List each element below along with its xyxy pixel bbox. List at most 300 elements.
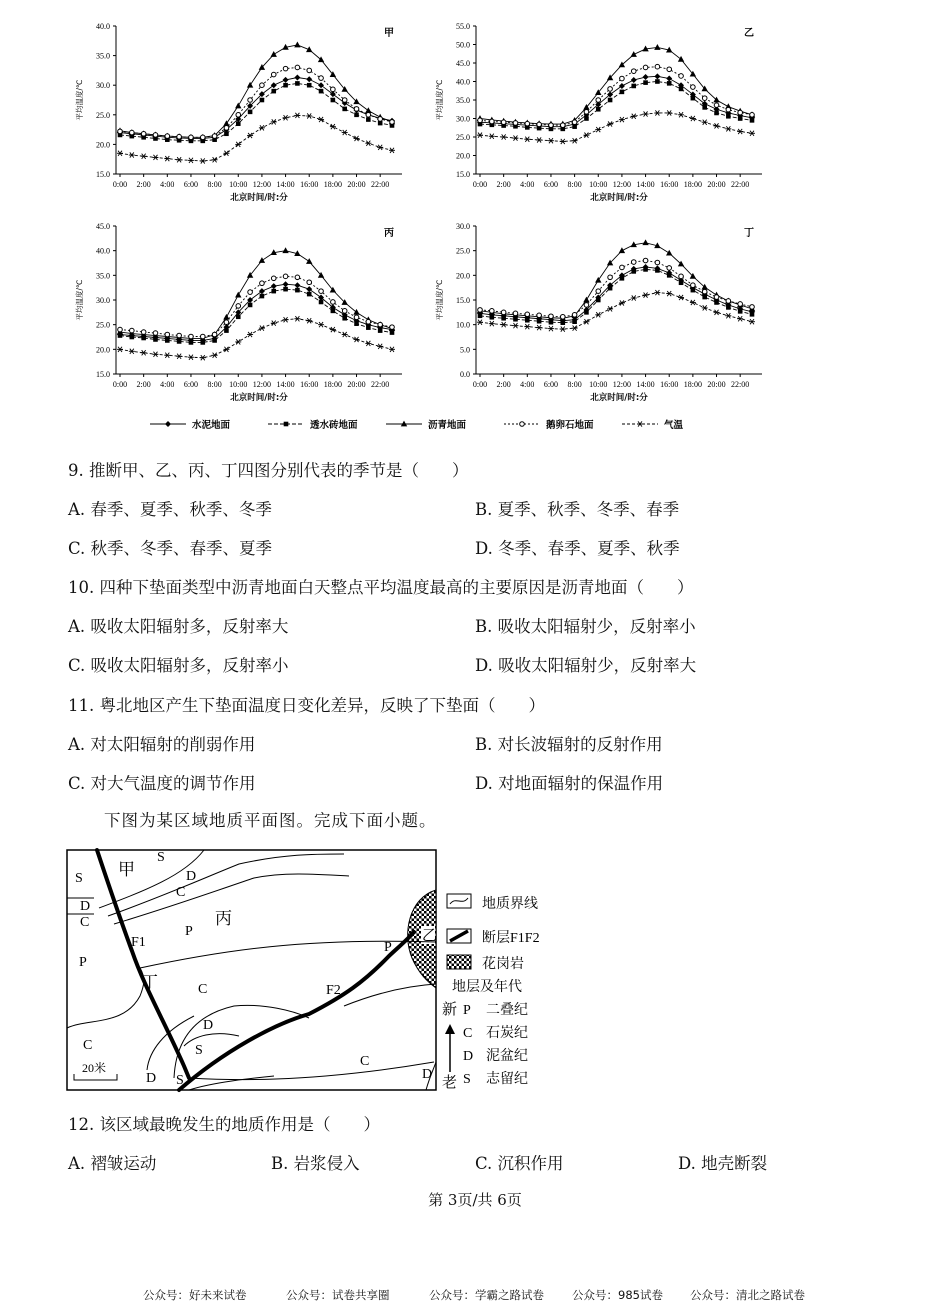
series-line <box>480 293 752 330</box>
data-point <box>260 281 265 286</box>
map-intro: 下图为某区域地质平面图。完成下面小题。 <box>104 811 437 830</box>
data-point <box>177 134 182 139</box>
chart-bing <box>72 214 432 412</box>
data-point <box>608 286 613 291</box>
data-point <box>560 314 565 319</box>
data-point <box>595 127 601 132</box>
data-point <box>549 314 554 319</box>
x-tick-label: 20:00 <box>707 180 726 189</box>
data-point <box>365 341 371 346</box>
data-point <box>702 105 707 110</box>
data-point <box>294 316 300 321</box>
stratum-label: C <box>198 982 208 997</box>
x-tick-label: 10:00 <box>589 380 608 389</box>
x-tick-label: 20:00 <box>347 380 366 389</box>
data-point <box>342 130 348 135</box>
x-tick-label: 18:00 <box>323 180 342 189</box>
data-point <box>153 331 158 336</box>
map-frame <box>67 850 436 1090</box>
chart-ding <box>432 214 792 412</box>
data-point <box>200 334 205 339</box>
data-point <box>572 120 577 125</box>
y-tick-label: 40.0 <box>96 246 110 256</box>
panel-label: 乙 <box>744 28 754 39</box>
data-point <box>702 96 707 101</box>
data-point <box>490 315 495 320</box>
data-point <box>667 81 672 86</box>
boundary-line <box>174 1005 309 1078</box>
data-point <box>738 110 743 115</box>
data-point <box>306 258 312 264</box>
stratum-label: D <box>186 869 197 884</box>
data-point <box>525 312 530 317</box>
page-footer: 第 3页/共 6页 <box>428 1191 522 1209</box>
x-tick-label: 4:00 <box>160 380 175 389</box>
q11-option-c: C. 对大气温度的调节作用 <box>68 774 256 793</box>
data-point <box>678 295 684 300</box>
data-point <box>489 321 495 326</box>
legend-stratum-code: C <box>463 1026 473 1041</box>
data-point <box>165 332 170 337</box>
data-point <box>177 333 182 338</box>
q9-option-d: D. 冬季、春季、夏季、秋季 <box>475 539 680 558</box>
data-point <box>164 353 170 358</box>
chart-legend <box>150 414 710 434</box>
data-point <box>572 138 578 143</box>
question-11: 11. 粤北地区产生下垫面温度日变化差异，反映了下垫面（ ） <box>68 696 545 715</box>
fault-label-f1: F1 <box>131 935 146 950</box>
data-point <box>366 325 371 330</box>
data-point <box>390 120 395 125</box>
data-point <box>702 120 708 125</box>
q10-option-d: D. 吸收太阳辐射少，反射率大 <box>475 656 697 675</box>
data-point <box>714 103 719 108</box>
data-point <box>750 312 755 317</box>
data-point <box>212 332 217 337</box>
data-point <box>189 334 194 339</box>
boundary-line <box>67 941 436 1028</box>
data-point <box>294 282 300 288</box>
x-tick-label: 0:00 <box>472 180 488 189</box>
data-point <box>260 294 265 299</box>
data-point <box>354 337 360 342</box>
data-point <box>282 247 288 253</box>
data-point <box>307 292 312 297</box>
data-point <box>679 274 684 279</box>
data-point <box>319 289 324 294</box>
data-point <box>512 323 518 328</box>
data-point <box>331 309 336 314</box>
y-tick-label: 35.0 <box>96 51 110 61</box>
data-point <box>548 138 554 143</box>
data-point <box>306 286 312 292</box>
data-point <box>294 42 300 48</box>
data-point <box>490 309 495 314</box>
stratum-label: P <box>384 940 392 955</box>
data-point <box>583 133 589 138</box>
x-tick-label: 22:00 <box>731 180 750 189</box>
legend-label: 透水砖地面 <box>310 420 358 431</box>
data-point <box>608 87 613 92</box>
x-tick-label: 12:00 <box>252 380 272 389</box>
q12-option-a: A. 褶皱运动 <box>68 1154 157 1173</box>
stratum-label: P <box>185 924 193 939</box>
y-tick-label: 40.0 <box>96 22 110 31</box>
data-point <box>366 319 371 324</box>
series-line <box>120 67 392 137</box>
q10-option-a: A. 吸收太阳辐射多，反射率大 <box>68 617 289 636</box>
scale-label: 20米 <box>82 1061 107 1075</box>
series-line <box>480 267 752 321</box>
x-tick-label: 0:00 <box>112 380 128 389</box>
y-tick-label: 35.0 <box>456 96 470 105</box>
data-point <box>153 133 158 138</box>
data-point <box>501 316 506 321</box>
data-point <box>607 306 613 311</box>
series-line <box>120 251 392 339</box>
data-point <box>283 281 289 287</box>
data-point <box>548 326 554 331</box>
x-tick-label: 6:00 <box>543 180 559 189</box>
series-line <box>480 76 752 126</box>
x-tick-label: 14:00 <box>636 180 655 189</box>
y-axis-label: 平均温度/℃ <box>75 79 84 121</box>
x-tick-label: 0:00 <box>472 380 488 389</box>
data-point <box>714 111 719 116</box>
data-point <box>726 107 731 112</box>
data-point <box>176 354 182 359</box>
data-point <box>235 103 241 109</box>
data-point <box>283 287 288 292</box>
data-point <box>572 326 578 331</box>
boundary-line <box>189 1076 274 1090</box>
data-point <box>572 319 577 324</box>
data-point <box>619 83 625 89</box>
data-point <box>620 265 625 270</box>
x-tick-label: 8:00 <box>207 180 222 189</box>
data-point <box>584 303 589 308</box>
data-point <box>117 347 123 352</box>
data-point <box>596 98 601 103</box>
x-tick-label: 6:00 <box>183 380 199 389</box>
legend-marker <box>520 422 525 427</box>
q10-option-b: B. 吸收太阳辐射少，反射率小 <box>475 617 696 636</box>
x-tick-label: 14:00 <box>276 180 295 189</box>
data-point <box>342 98 347 103</box>
x-tick-label: 8:00 <box>567 180 582 189</box>
data-point <box>513 317 518 322</box>
data-point <box>595 312 601 317</box>
data-point <box>247 332 253 337</box>
chart-jia <box>72 14 432 212</box>
question-10: 10. 四种下垫面类型中沥青地面白天整点平均温度最高的主要原因是沥青地面（ ） <box>68 578 694 597</box>
data-point <box>366 117 371 122</box>
data-point <box>536 137 542 142</box>
data-point <box>307 83 312 88</box>
data-point <box>631 69 636 74</box>
data-point <box>248 98 253 103</box>
data-point <box>271 321 277 326</box>
data-point <box>643 267 648 272</box>
data-point <box>377 145 383 150</box>
boundary-line <box>184 1034 239 1046</box>
data-point <box>655 64 660 69</box>
boundary-line <box>344 984 436 1006</box>
data-point <box>117 151 123 156</box>
data-point <box>331 87 336 92</box>
x-tick-label: 22:00 <box>371 180 390 189</box>
y-tick-label: 25.0 <box>456 246 470 256</box>
data-point <box>619 247 625 253</box>
data-point <box>295 65 300 70</box>
data-point <box>248 110 253 115</box>
data-point <box>176 157 182 162</box>
data-point <box>643 74 649 80</box>
x-tick-label: 12:00 <box>252 180 272 189</box>
y-tick-label: 30.0 <box>456 114 470 124</box>
data-point <box>691 288 696 293</box>
legend-strata-title: 地层及年代 <box>452 980 522 995</box>
label-ding: 丁 <box>141 973 158 992</box>
data-point <box>319 300 324 305</box>
data-point <box>750 118 755 123</box>
data-point <box>560 139 566 144</box>
data-point <box>307 68 312 73</box>
data-point <box>549 320 554 325</box>
data-point <box>247 82 253 88</box>
stratum-label: S <box>157 850 165 865</box>
stratum-label: S <box>176 1073 184 1088</box>
data-point <box>283 83 288 88</box>
stratum-label: C <box>83 1038 93 1053</box>
stratum-label: C <box>176 885 186 900</box>
legend-label: 沥青地面 <box>428 420 467 431</box>
series-line <box>480 113 752 141</box>
data-point <box>679 87 684 92</box>
data-point <box>318 117 324 122</box>
data-point <box>583 297 589 303</box>
data-point <box>152 155 158 160</box>
data-point <box>342 316 347 321</box>
y-tick-label: 25.0 <box>96 320 110 330</box>
data-point <box>631 84 636 89</box>
data-point <box>478 313 483 318</box>
series-line <box>480 47 752 124</box>
x-tick-label: 12:00 <box>612 380 632 389</box>
series-line <box>120 45 392 137</box>
data-point <box>667 273 672 278</box>
data-point <box>342 309 347 314</box>
x-tick-label: 12:00 <box>612 180 632 189</box>
data-point <box>236 314 241 319</box>
data-point <box>583 319 589 324</box>
chart-yi <box>432 14 792 212</box>
panel-label: 丁 <box>744 228 754 239</box>
x-tick-label: 22:00 <box>731 380 750 389</box>
x-tick-label: 4:00 <box>520 180 535 189</box>
data-point <box>295 81 300 86</box>
data-point <box>608 98 613 103</box>
data-point <box>283 317 289 322</box>
question-12: 12. 该区域最晚发生的地质作用是（ ） <box>68 1115 380 1134</box>
data-point <box>152 352 158 357</box>
data-point <box>390 325 395 330</box>
q9-option-c: C. 秋季、冬季、春季、夏季 <box>68 539 273 558</box>
data-point <box>489 134 495 139</box>
x-tick-label: 4:00 <box>520 380 535 389</box>
data-point <box>655 268 660 273</box>
data-point <box>679 74 684 79</box>
data-point <box>378 117 383 122</box>
x-tick-label: 14:00 <box>276 380 295 389</box>
data-point <box>319 76 324 81</box>
data-point <box>691 96 696 101</box>
q11-option-d: D. 对地面辐射的保温作用 <box>475 774 664 793</box>
data-point <box>702 289 707 294</box>
series-line <box>120 83 392 140</box>
x-axis-label: 北京时间/时:分 <box>230 193 288 203</box>
label-bing: 丙 <box>215 909 232 928</box>
y-axis-label: 平均温度/℃ <box>75 279 84 321</box>
data-point <box>596 298 601 303</box>
data-point <box>524 137 530 142</box>
x-axis-label: 北京时间/时:分 <box>590 393 648 403</box>
data-point <box>248 303 253 308</box>
data-point <box>679 280 684 285</box>
data-point <box>354 136 360 141</box>
data-point <box>366 113 371 118</box>
data-point <box>224 320 229 325</box>
data-point <box>560 327 566 332</box>
data-point <box>691 85 696 90</box>
x-tick-label: 10:00 <box>229 380 248 389</box>
data-point <box>212 157 218 162</box>
data-point <box>643 292 649 297</box>
data-point <box>330 124 336 129</box>
legend-stratum-era: 二叠纪 <box>486 1003 528 1018</box>
data-point <box>513 311 518 316</box>
legend-stratum-era: 石炭纪 <box>486 1026 528 1041</box>
data-point <box>537 122 542 127</box>
series-line <box>480 269 752 322</box>
data-point <box>260 83 265 88</box>
data-point <box>513 121 518 126</box>
panel-label: 甲 <box>384 28 394 39</box>
x-tick-label: 4:00 <box>160 180 175 189</box>
q12-option-b: B. 岩浆侵入 <box>271 1154 360 1173</box>
x-tick-label: 6:00 <box>543 380 559 389</box>
data-point <box>536 325 542 330</box>
legend-stratum-era: 泥盆纪 <box>486 1049 528 1064</box>
data-point <box>260 98 265 103</box>
stratum-label: S <box>195 1043 203 1058</box>
y-tick-label: 35.0 <box>96 271 110 281</box>
data-point <box>477 320 483 325</box>
data-point <box>271 276 276 281</box>
data-point <box>572 124 577 129</box>
data-point <box>283 77 289 83</box>
legend-label: 鹅卵石地面 <box>546 420 594 431</box>
y-tick-label: 45.0 <box>96 222 110 231</box>
data-point <box>212 353 218 358</box>
q9-option-b: B. 夏季、秋季、冬季、春季 <box>475 500 680 519</box>
data-point <box>737 316 743 321</box>
data-point <box>690 300 696 305</box>
q11-option-b: B. 对长波辐射的反射作用 <box>475 735 663 754</box>
data-point <box>478 308 483 313</box>
legend-stratum-code: S <box>463 1072 471 1087</box>
data-point <box>702 305 708 310</box>
data-point <box>549 123 554 128</box>
legend-stratum-era: 志留纪 <box>486 1072 528 1087</box>
q9-option-a: A. 春季、夏季、秋季、冬季 <box>68 500 272 519</box>
data-point <box>501 310 506 315</box>
data-point <box>667 67 672 72</box>
data-point <box>607 121 613 126</box>
data-point <box>188 158 194 163</box>
x-tick-label: 2:00 <box>496 380 511 389</box>
data-point <box>738 116 743 121</box>
data-point <box>212 338 217 343</box>
data-point <box>666 110 672 115</box>
watermark: 公众号：试卷共享圈 <box>286 1288 390 1302</box>
data-point <box>331 300 336 305</box>
data-point <box>353 309 359 315</box>
x-tick-label: 8:00 <box>567 380 582 389</box>
data-point <box>525 318 530 323</box>
series-line <box>120 276 392 336</box>
data-point <box>654 110 660 115</box>
legend-label: 水泥地面 <box>192 420 231 431</box>
data-point <box>389 148 395 153</box>
data-point <box>750 305 755 310</box>
data-point <box>749 319 755 324</box>
y-tick-label: 0.0 <box>460 370 470 379</box>
data-point <box>306 318 312 323</box>
data-point <box>666 250 672 256</box>
data-point <box>738 309 743 314</box>
y-tick-label: 45.0 <box>456 59 470 68</box>
x-tick-label: 2:00 <box>136 180 151 189</box>
data-point <box>501 322 507 327</box>
legend-new: 新 <box>442 1002 458 1018</box>
data-point <box>129 152 135 157</box>
data-point <box>631 114 637 119</box>
series-line <box>120 289 392 342</box>
data-point <box>224 126 229 131</box>
arrow-up-icon <box>445 1024 455 1034</box>
fault-f2 <box>179 932 414 1090</box>
data-point <box>620 90 625 95</box>
x-tick-label: 16:00 <box>660 380 679 389</box>
data-point <box>560 123 565 128</box>
data-point <box>295 288 300 293</box>
data-point <box>666 291 672 296</box>
q12-option-d: D. 地壳断裂 <box>678 1154 768 1173</box>
data-point <box>354 315 359 320</box>
data-point <box>354 321 359 326</box>
data-point <box>259 125 265 130</box>
data-point <box>749 131 755 136</box>
legend-stratum-code: D <box>463 1049 474 1064</box>
data-point <box>714 300 719 305</box>
data-point <box>141 330 146 335</box>
x-tick-label: 16:00 <box>300 380 319 389</box>
data-point <box>596 289 601 294</box>
data-point <box>490 119 495 124</box>
data-point <box>738 302 743 307</box>
data-point <box>512 136 518 141</box>
